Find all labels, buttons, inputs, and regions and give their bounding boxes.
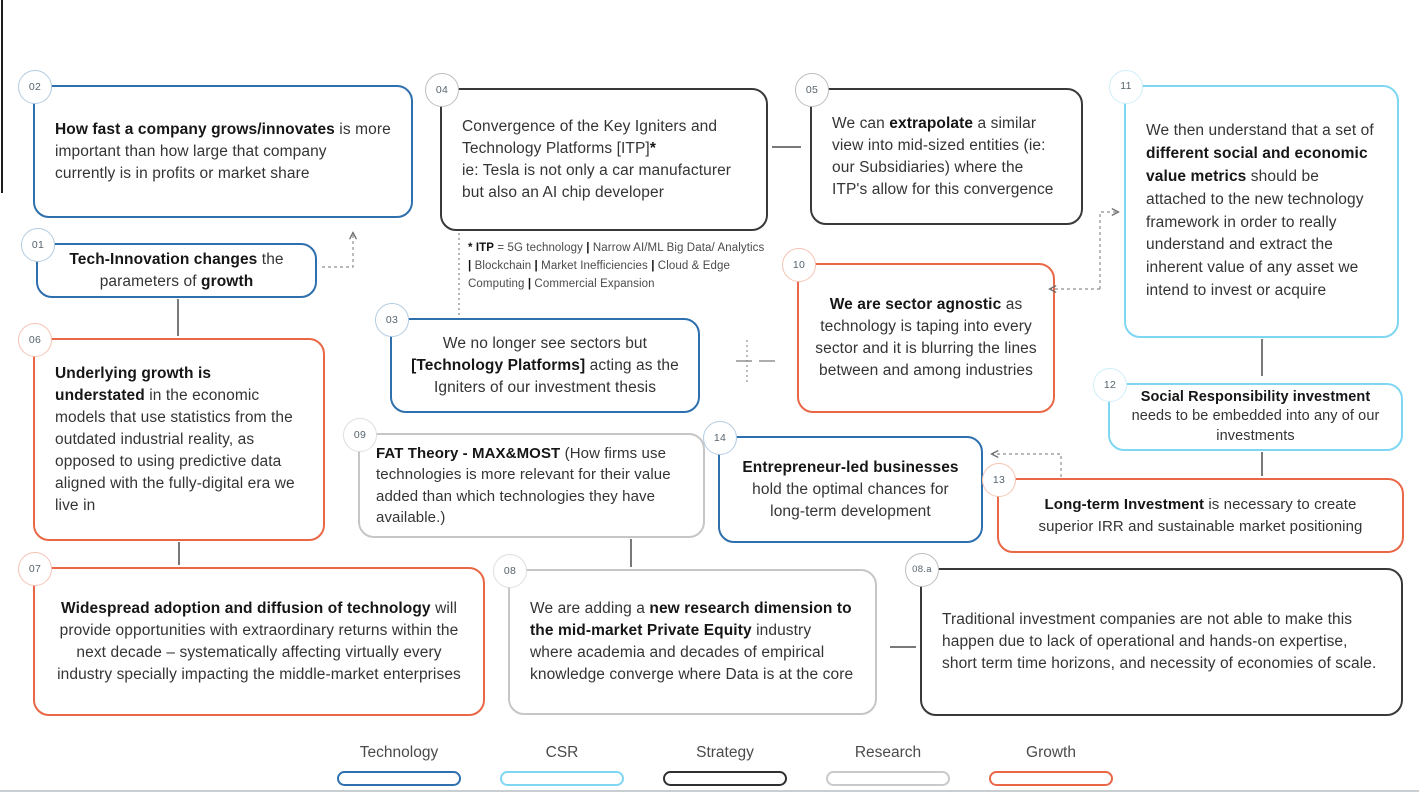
box-number-badge: 08.a <box>905 553 939 587</box>
connector-01-to-02 <box>322 233 353 267</box>
box-text: We are adding a new research dimension to the mid-market Private Equity industry where academia and decades of empirical knowledge converge where Data is at the core <box>530 600 854 683</box>
box-number-badge: 10 <box>782 248 816 282</box>
box-text: Tech-Innovation changes the parameters of growth <box>69 250 284 290</box>
itp-footnote: * ITP = 5G technology | Narrow AI/ML Big Data/ Analytics | Blockchain | Market Inefficiencies | Cloud & Edge Computing | Commercial Expansion <box>468 242 765 290</box>
legend-label: CSR <box>545 744 579 761</box>
box-number-badge: 08 <box>493 554 527 588</box>
box-text: FAT Theory - MAX&MOST (How firms use technologies is more relevant for their value added than which technologies they have available.) <box>376 444 671 526</box>
box-text: Long-term Investment is necessary to create superior IRR and sustainable market positioning <box>1038 496 1363 535</box>
box-text: Widespread adoption and diffusion of technology will provide opportunities with extraordinary returns within the next decade – systematically affecting virtually every industry specially impacting the middle-market enterprises <box>57 599 461 683</box>
box-text: How fast a company grows/innovates is more important than how large that company currently is in profits or market share <box>55 120 391 182</box>
box-number-badge: 02 <box>18 70 52 104</box>
box-text: Convergence of the Key Igniters and Technology Platforms [ITP]* ie: Tesla is not only a car manufacturer but also an AI chip developer <box>462 117 732 201</box>
box-number-badge: 14 <box>703 421 737 455</box>
legend-label: Research <box>854 744 922 761</box>
box-text: Underlying growth is understated in the economic models that use statistics from the outdated industrial reality, as opposed to using predictive data aligned with the fully-digital era we live in <box>55 364 295 514</box>
box-text: We no longer see sectors but [Technology Platforms] acting as the Igniters of our investment thesis <box>411 334 679 396</box>
box-number-badge: 05 <box>795 73 829 107</box>
legend-label: Technology <box>359 744 439 761</box>
legend-label: Strategy <box>696 744 754 761</box>
box-text: Social Responsibility investment needs to be embedded into any of our investments <box>1131 388 1380 444</box>
legend-label: Growth <box>1026 744 1076 761</box>
box-number-badge: 06 <box>18 323 52 357</box>
box-number-badge: 01 <box>21 228 55 262</box>
box-number-badge: 13 <box>982 463 1016 497</box>
box-number-badge: 12 <box>1093 368 1127 402</box>
box-text: Traditional investment companies are not able to make this happen due to lack of operational and hands-on expertise, short term time horizons, and necessity of economies of scale. <box>942 611 1377 672</box>
box-number-badge: 03 <box>375 303 409 337</box>
connector-10-to-11 <box>1100 212 1118 289</box>
box-number-badge: 09 <box>343 418 377 452</box>
box-number-badge: 04 <box>425 73 459 107</box>
box-text: We then understand that a set of different social and economic value metrics should be attached to the new technology framework in order to really understand and extract the inherent value of any asset we intend to invest or acquire <box>1146 121 1374 300</box>
box-text: Entrepreneur-led businesses hold the optimal chances for long-term development <box>742 458 959 520</box>
box-number-badge: 07 <box>18 552 52 586</box>
box-text: We are sector agnostic as technology is taping into every sector and it is blurring the lines between and among industries <box>815 296 1037 379</box>
box-number-badge: 11 <box>1109 70 1143 104</box>
box-text: We can extrapolate a similar view into mid-sized entities (ie: our Subsidiaries) where the ITP's allow for this convergence <box>832 114 1054 198</box>
